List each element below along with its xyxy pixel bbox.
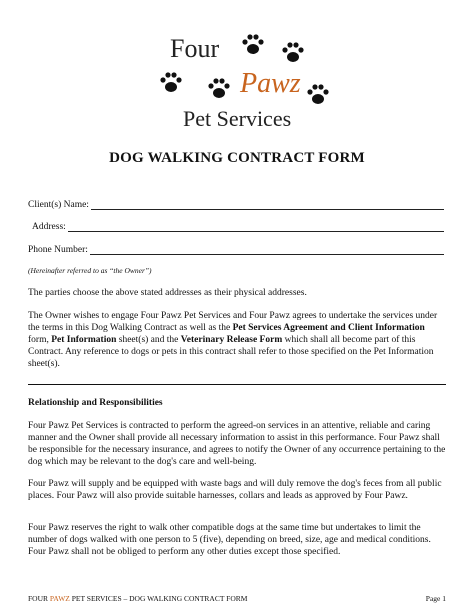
paw-print-icon xyxy=(305,82,331,108)
logo-subtitle: Pet Services xyxy=(183,106,292,131)
owner-note: (Hereinafter referred to as “the Owner”) xyxy=(28,266,152,275)
footer-title: FOUR PAWZ PET SERVICES – DOG WALKING CONTRACT FORM xyxy=(28,594,248,603)
paw-print-icon xyxy=(240,32,266,58)
logo-pawz-text: Pawz xyxy=(240,68,301,99)
addresses-paragraph: The parties choose the above stated addresses as their physical addresses. xyxy=(28,288,307,298)
phone-number-field[interactable] xyxy=(28,245,444,255)
paw-print-icon xyxy=(158,70,184,96)
compatible-dogs-paragraph: Four Pawz reserves the right to walk other compatible dogs at the same time but undertakes to limit the number of dogs walked with one person to 5 (five), depending on breed, size, age and medical conditions. Four Pawz shall not be obliged to perform any other duties except those specified. xyxy=(28,523,431,557)
phone-number-label: Phone Number: xyxy=(28,245,88,255)
relationship-paragraph: Four Pawz Pet Services is contracted to perform the agreed-on services in an attentive, reliable and caring manner and the Owner shall provide all necessary information to assist in this performance. Four Pawz shall be responsible for the necessary insurance, and agrees to notify the Owner of any occurrence pertaining to the dog which may be relevant to the dog's care and well-being. xyxy=(28,421,446,467)
pet-information-ref: Pet Information xyxy=(51,335,117,345)
company-logo xyxy=(150,28,330,138)
paw-print-icon xyxy=(206,76,232,102)
client-name-input-line[interactable] xyxy=(91,200,444,210)
logo-four-text: Four xyxy=(170,34,220,63)
section-heading: Relationship and Responsibilities xyxy=(28,398,163,408)
page-number: Page 1 xyxy=(425,594,446,603)
engagement-text: form, xyxy=(28,335,52,345)
section-divider xyxy=(28,384,446,385)
agreement-form-ref: Pet Services Agreement and Client Information xyxy=(232,323,425,333)
address-label: Address: xyxy=(32,222,66,232)
waste-paragraph: Four Pawz will supply and be equipped with waste bags and will duly remove the dog's feces from all public places. Four Pawz will also provide suitable harnesses, collars and leads as approved by Four Pawz. xyxy=(28,479,442,501)
client-name-label: Client(s) Name: xyxy=(28,200,89,210)
page-footer xyxy=(28,594,446,603)
engagement-text: which shall all become part of this Contract. Any reference to dogs or pets in this contract shall refer to those specified on the Pet Information sheet(s). xyxy=(28,335,434,369)
engagement-paragraph xyxy=(28,310,446,370)
page-title: DOG WALKING CONTRACT FORM xyxy=(109,150,365,166)
veterinary-release-ref: Veterinary Release Form xyxy=(180,335,283,345)
address-field[interactable] xyxy=(32,222,444,232)
engagement-text: sheet(s) and the xyxy=(116,335,181,345)
phone-number-input-line[interactable] xyxy=(90,245,444,255)
engagement-text: The Owner wishes to engage Four Pawz Pet Services and Four Pawz agrees to undertake the services under the terms in this Dog Walking Contract as well as the xyxy=(28,311,438,333)
address-input-line[interactable] xyxy=(68,222,444,232)
paw-print-icon xyxy=(280,40,306,66)
client-name-field[interactable] xyxy=(28,200,444,210)
